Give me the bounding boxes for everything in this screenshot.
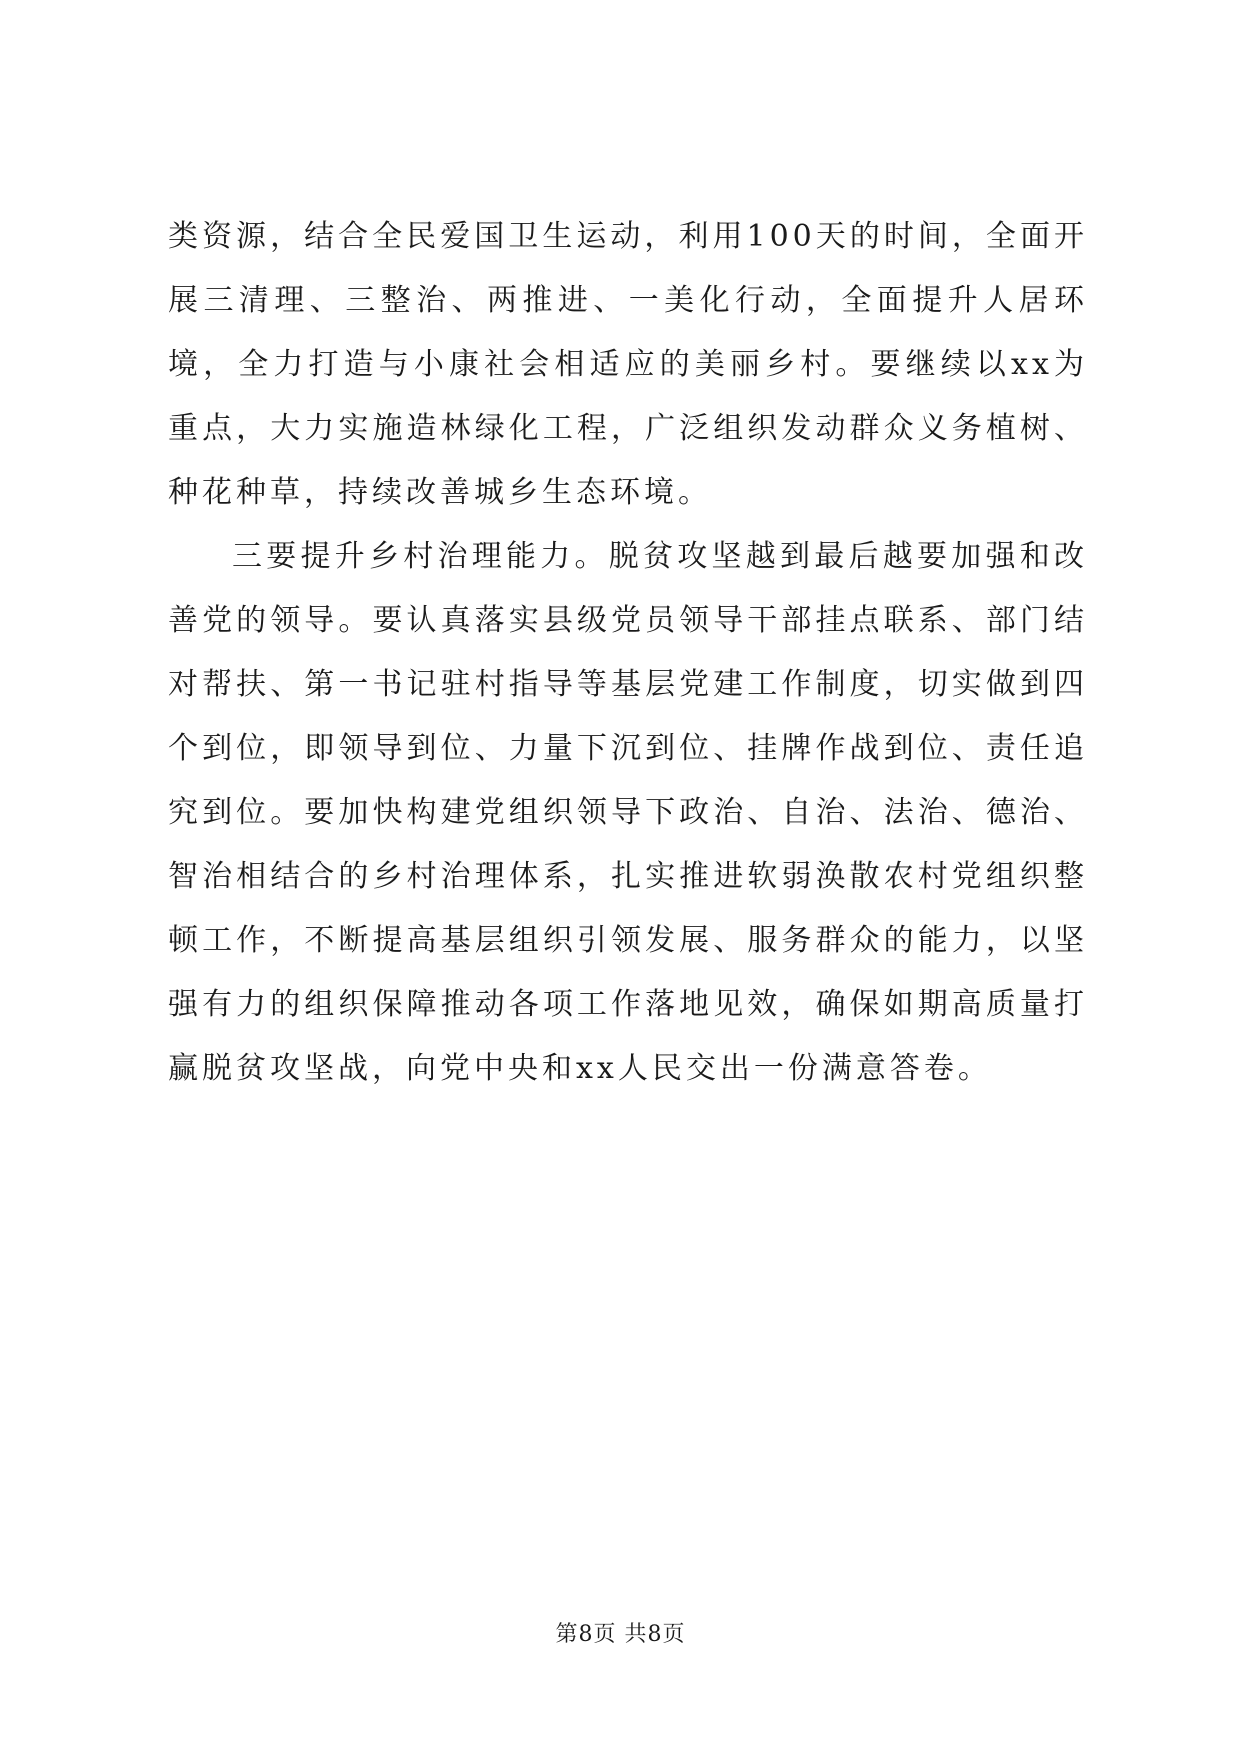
paragraph-2: 三要提升乡村治理能力。脱贫攻坚越到最后越要加强和改善党的领导。要认真落实县级党员领导干部挂点联系、部门结对帮扶、第一书记驻村指导等基层党建工作制度，切实做到四个到位，即领导到位、力量下沉到位、挂牌作战到位、责任追究到位。要加快构建党组织领导下政治、自治、法治、德治、智治相结合的乡村治理体系，扎实推进软弱涣散农村党组织整顿工作，不断提高基层组织引领发展、服务群众的能力，以坚强有力的组织保障推动各项工作落地见效，确保如期高质量打赢脱贫攻坚战，向党中央和xx人民交出一份满意答卷。 (168, 539, 1088, 1086)
paragraph-1: 类资源，结合全民爱国卫生运动，利用100天的时间，全面开展三清理、三整治、两推进、一美化行动，全面提升人居环境，全力打造与小康社会相适应的美丽乡村。要继续以xx为重点，大力实施造林绿化工程，广泛组织发动群众义务植树、种花种草，持续改善城乡生态环境。 (168, 219, 1088, 510)
page-number-footer: 第8页 共8页 (555, 1622, 686, 1647)
document-body (168, 205, 1088, 1101)
